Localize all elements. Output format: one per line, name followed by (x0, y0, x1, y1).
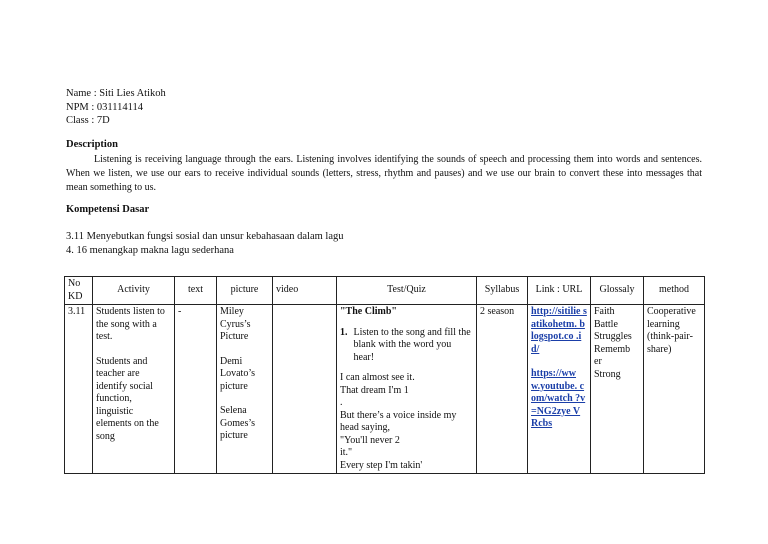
lyric-line: I can almost see it. (340, 372, 415, 383)
picture-1: Miley Cyrus’s Picture (220, 306, 251, 342)
lyric-line: "You'll never 2 (340, 434, 400, 446)
header-no-kd: No KD (65, 277, 93, 305)
cell-text: - (175, 305, 217, 474)
cell-no-kd: 3.11 (65, 305, 93, 474)
student-npm: NPM : 031114114 (66, 101, 144, 113)
kompetensi-title: Kompetensi Dasar (66, 204, 150, 215)
student-info (66, 87, 166, 128)
table-row (65, 305, 705, 474)
kompetensi-list (66, 230, 344, 257)
glossary-item: Faith (594, 306, 615, 317)
student-class: Class : 7D (66, 115, 110, 126)
lyric-line: Every step I'm takin' (340, 459, 423, 471)
kompetensi-item: 4. 16 menangkap makna lagu sederhana (66, 244, 234, 256)
picture-3: Selena Gomes’s picture (220, 405, 255, 441)
glossary-item: Strong (594, 368, 621, 380)
lesson-plan-table (64, 276, 705, 474)
glossary-item: Battle (594, 318, 618, 330)
lyric-line: it." (340, 447, 353, 458)
lyric-line: . (340, 397, 343, 408)
header-syllabus: Syllabus (477, 277, 528, 305)
header-picture: picture (217, 277, 273, 305)
cell-activity (93, 305, 175, 474)
cell-link (528, 305, 591, 474)
quiz-task-text: Listen to the song and fill the blank with the word you hear! (353, 326, 471, 363)
activity-1: Students listen to the song with a test. (96, 306, 165, 342)
picture-2: Demi Lovato’s picture (220, 355, 255, 392)
header-activity: Activity (93, 277, 175, 305)
cell-syllabus: 2 season (477, 305, 528, 474)
student-name: Name : Siti Lies Atikoh (66, 88, 166, 99)
lyric-line: But there’s a voice inside my head saying, (340, 409, 457, 433)
cell-picture (217, 305, 273, 474)
lyric-line: That dream I'm 1 (340, 384, 409, 396)
header-test-quiz: Test/Quiz (337, 277, 477, 305)
header-video: video (273, 277, 337, 305)
cell-glossary (591, 305, 644, 474)
song-lyrics (340, 372, 473, 472)
cell-video (273, 305, 337, 474)
activity-2: Students and teacher are identify social function, linguistic elements on the song (96, 355, 159, 442)
quiz-task-number: 1. (340, 326, 348, 338)
description-title: Description (66, 139, 118, 150)
quiz-title: "The Climb" (340, 306, 397, 317)
blog-link[interactable]: http://sitilie satikohetm. blogspot.co .id/ (531, 306, 587, 355)
glossary-item: Rememb er (594, 343, 631, 367)
kompetensi-item: 3.11 Menyebutkan fungsi sosial dan unsur kebahasaan dalam lagu (66, 231, 344, 242)
header-link: Link : URL (528, 277, 591, 305)
cell-method: Cooperative learning (think-pair-share) (644, 305, 705, 474)
quiz-task (340, 327, 473, 365)
cell-test-quiz (337, 305, 477, 474)
table-header-row (65, 277, 705, 305)
description-body: Listening is receiving language through the ears. Listening involves identifying the sounds of speech and processing them into words and sentences. When we listen, we use our ears to receive individual sounds (letters, stress, rhythm and pauses) and we use our brain to convert these into messages that mean something to us. (66, 154, 702, 193)
youtube-link[interactable]: https://ww w.youtube. com/watch ?v=NG2zye VRcbs (531, 368, 586, 429)
glossary-item: Struggles (594, 331, 632, 342)
header-text: text (175, 277, 217, 305)
header-method: method (644, 277, 705, 305)
header-glossary: Glossaly (591, 277, 644, 305)
